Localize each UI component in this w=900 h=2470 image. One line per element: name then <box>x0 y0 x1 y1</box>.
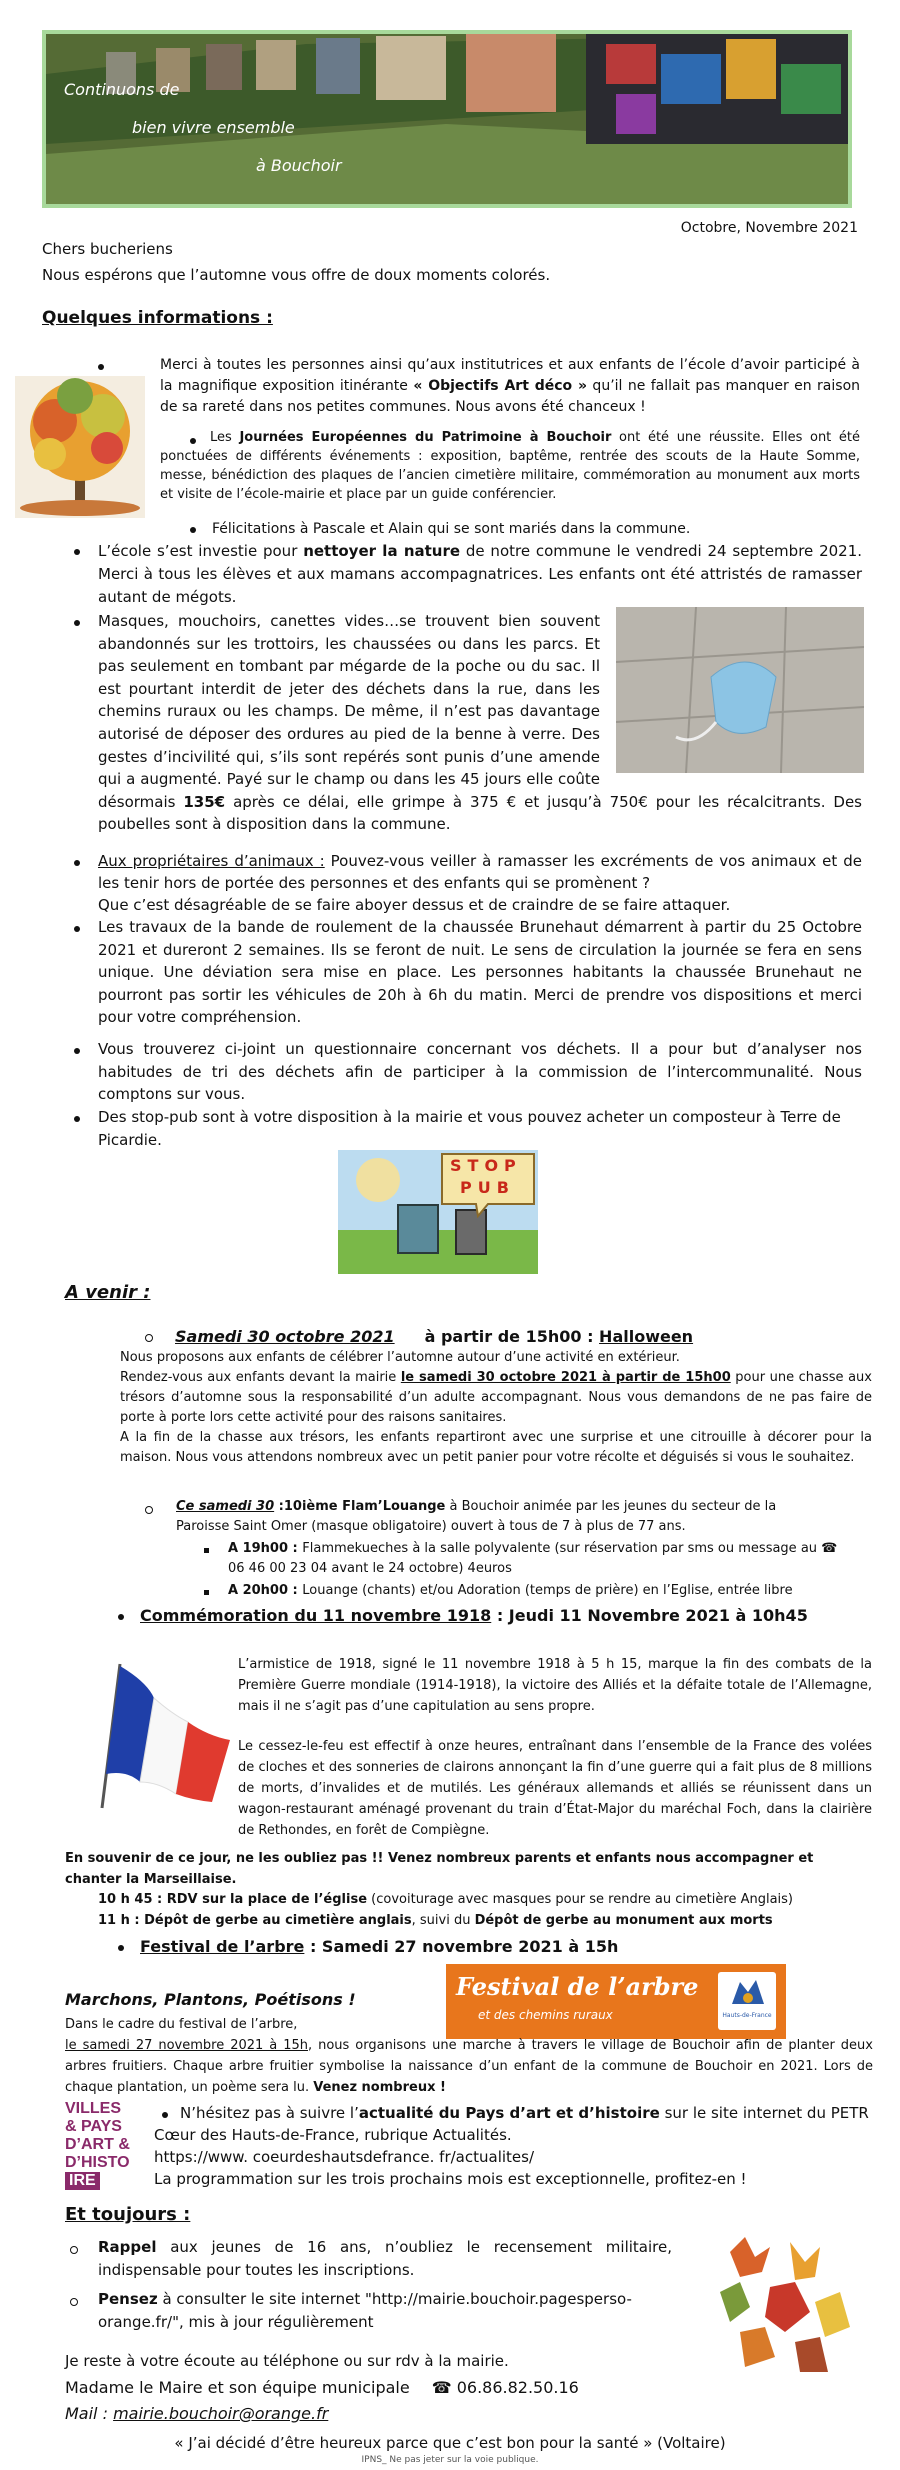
rappel-text: Rappel aux jeunes de 16 ans, n’oubliez le recensement militaire, indispensable pour toutes les inscriptions. <box>98 2238 672 2279</box>
banner-text-1: Continuons de <box>64 80 180 99</box>
info-stoppub: Des stop-pub sont à votre disposition à la mairie et vous pouvez acheter un composteur à Terre de Picardie. <box>98 1108 841 1149</box>
circle-bullet <box>70 2246 78 2254</box>
armistice-p2: Le cessez-le-feu est effectif à onze heures, entraînant dans l’ensemble de la France des volées de cloches et des sonneries de clairons annonçant la fin d’une guerre qui a fait plus de 8 millions de morts, d’invalides et de mutilés. Les généraux allemands et alliés se réunissent dans un wagon-restaurant aménagé provenant du train d’État-Major du maréchal Foch, dans la clairière de Rethondes, en forêt de Compiègne. <box>238 1739 872 1838</box>
rdv-1045: 10 h 45 : RDV sur la place de l’église (covoiturage avec masques pour se rendre au cimetière Anglais) <box>98 1892 793 1907</box>
section-heading-avenir: A venir : <box>65 1282 151 1303</box>
square-bullet <box>204 1548 209 1553</box>
bullet <box>74 926 80 932</box>
logo-line-4: D’HISTO <box>65 2154 130 2171</box>
festival-banner-subtitle: et des chemins ruraux <box>478 2008 613 2022</box>
stop-pub-illustration <box>338 1150 538 1274</box>
stop-pub-sign-1: STOP <box>450 1156 522 1175</box>
bullet <box>98 364 104 370</box>
flam-19h: A 19h00 : Flammekueches à la salle polyvalente (sur réservation par sms ou message au ☎ 06 46 00 23 04 avant le 24 octobre) 4euros <box>228 1541 838 1576</box>
logo-line-3: D’ART & <box>65 2136 130 2153</box>
circle-bullet <box>70 2298 78 2306</box>
autumn-tree-image <box>15 376 145 518</box>
festival-banner-title: Festival de l’arbre <box>456 1972 699 2001</box>
circle-bullet <box>145 1506 153 1514</box>
bullet <box>118 1945 124 1951</box>
footer-quote: « J’ai décidé d’être heureux parce que c’est bon pour la santé » (Voltaire) <box>174 2434 726 2452</box>
info-journees: Les Journées Européennes du Patrimoine à Bouchoir ont été une réussite. Elles ont été ponctuées de différents événements : exposition, baptême, rentrée des scouts de la Haute Somme, messe, bénédiction des plaques de l’ancien cimetière militaire, commémoration au monument aux morts et visite de l’école-mairie et place par un guide conférencier. <box>160 430 861 502</box>
logo-line-5: IRE <box>65 2172 100 2190</box>
bullet <box>74 860 80 866</box>
greeting-line2: Nous espérons que l’automne vous offre de doux moments colorés. <box>42 266 551 284</box>
festival-title: Festival de l’arbre : Samedi 27 novembre 2021 à 15h <box>140 1937 619 1956</box>
autumn-leaves-image <box>700 2232 860 2382</box>
info-merci: Merci à toutes les personnes ainsi qu’aux institutrices et aux enfants de l’école d’avoir participé à la magnifique exposition itinérante « Objectifs Art déco » qu’il ne fallait pas manquer en raison de sa rareté dans nos petites communes. Nous avons été chanceux ! <box>160 357 861 415</box>
mail-link[interactable]: mairie.bouchoir@orange.fr <box>113 2404 329 2423</box>
footer-signature: Madame le Maire et son équipe municipale ☎ 06.86.82.50.16 <box>65 2378 579 2397</box>
info-travaux: Les travaux de la bande de roulement de la chaussée Brunehaut démarrent à partir du 25 Octobre 2021 et dureront 2 semaines. Ils se feront de nuit. Le sens de circulation la journée se fera en sens unique. Une déviation sera mise en place. Les personnes habitants la chaussée Brunehaut ne pourront pas sortir les véhicules de 20h à 6h du matin. Merci de prendre vos dispositions et merci pour votre compréhension. <box>98 918 862 1027</box>
stop-pub-sign-2: PUB <box>460 1178 515 1197</box>
info-felicitations: Félicitations à Pascale et Alain qui se sont mariés dans la commune. <box>212 521 691 537</box>
banner-text-2: bien vivre ensemble <box>132 118 295 137</box>
flam-20h: A 20h00 : Louange (chants) et/ou Adoration (temps de prière) en l’Eglise, entrée libre <box>228 1583 793 1598</box>
footer-ecoute: Je reste à votre écoute au téléphone ou sur rdv à la mairie. <box>65 2352 509 2370</box>
footer-mail: Mail : mairie.bouchoir@orange.fr <box>65 2404 329 2423</box>
marchons-title: Marchons, Plantons, Poétisons ! <box>65 1990 356 2009</box>
bullet <box>118 1614 124 1620</box>
header-banner <box>42 30 852 208</box>
info-animaux: Aux propriétaires d’animaux : Pouvez-vous veiller à ramasser les excréments de vos animaux et de les tenir hors de portée des personnes et des enfants qui se promènent ? Que c’est désagréable de se faire aboyer dessus et de craindre de se faire attaquer. <box>98 852 862 914</box>
issue-date: Octobre, Novembre 2021 <box>680 220 858 236</box>
armistice-p1: L’armistice de 1918, signé le 11 novembre 1918 à 5 h 15, marque la fin des combats de la Première Guerre mondiale (1914-1918), la victoire des Alliés et la défaite totale de l’Allemagne, mais il ne s’agit pas d’une capitulation au sens propre. <box>238 1657 872 1714</box>
halloween-body: Nous proposons aux enfants de célébrer l’automne autour d’une activité en extérieur. Rendez-vous aux enfants devant la mairie le samedi 30 octobre 2021 à partir de 15h00 pour une chasse aux trésors d’automne sous la responsabilité d’un adulte accompagnant. Nous vous demandons de ne pas faire de porte à porte lors cette activité pour des raisons sanitaires. A la fin de la chasse aux trésors, les enfants repartiront avec une surprise et une citrouille à décorer pour la maison. Nous vous attendons nombreux avec un petit panier pour votre récolte et déguisés si vous le souhaitez. <box>120 1350 872 1465</box>
depot-11h: 11 h : Dépôt de gerbe au cimetière anglais, suivi du Dépôt de gerbe au monument aux morts <box>98 1913 773 1928</box>
info-masques: Masques, mouchoirs, canettes vides…se trouvent bien souvent abandonnés sur les trottoirs, les chaussées ou dans les parcs. Et pas seulement en tombant par mégarde de la poche ou du sac. Il est pourtant interdit de jeter des déchets dans la rue, dans les chemins ruraux ou les champs. De même, il n’est pas davantage autorisé de déposer des ordures au pied de la benne à verre. Des gestes d’incivilité qui, s’ils sont repérés sont punis d’une amende qui a augmenté. Payé sur le champ ou dans les 45 jours elle coûte désormais 135€ après ce délai, elle grimpe à 375 € et jusqu’à 750€ pour les récalcitrants. Des poubelles sont à disposition dans la commune. <box>98 612 862 834</box>
section-heading-toujours: Et toujours : <box>65 2204 191 2225</box>
bullet <box>74 1116 80 1122</box>
square-bullet <box>204 1590 209 1595</box>
villes-pays-art-histoire-logo <box>65 2100 139 2196</box>
bullet <box>74 620 80 626</box>
info-questionnaire: Vous trouverez ci-joint un questionnaire concernant vos déchets. Il a pour but d’analyser nos habitudes de tri des déchets afin de participer à la commission de l’intercommunalité. Nous comptons sur vous. <box>98 1040 862 1104</box>
bullet <box>74 549 80 555</box>
hdf-logo-text: Hauts-de-France <box>722 2012 772 2019</box>
flam-louange: Ce samedi 30 :10ième Flam’Louange à Bouchoir animée par les jeunes du secteur de la Paroisse Saint Omer (masque obligatoire) ouvert à tous de 7 à plus de 77 ans. <box>176 1499 777 1534</box>
info-ecole: L’école s’est investie pour nettoyer la nature de notre commune le vendredi 24 septembre 2021. Merci à tous les élèves et aux mamans accompagnatrices. Les enfants ont été attristés de ramasser autant de mégots. <box>98 542 863 606</box>
circle-bullet <box>145 1334 153 1342</box>
bullet <box>190 527 196 533</box>
pays-art-text: N’hésitez pas à suivre l’actualité du Pays d’art et d’histoire sur le site internet du PETR Cœur des Hauts-de-France, rubrique Actualités. https://www. coeurdeshautsdefrance. fr/actualites/ La programmation sur les trois prochains mois est exceptionnelle, profitez-en ! <box>154 2104 869 2188</box>
commemoration-title: Commémoration du 11 novembre 1918 : Jeudi 11 Novembre 2021 à 10h45 <box>140 1606 808 1625</box>
french-flag-image <box>92 1662 232 1810</box>
souvenir-text: En souvenir de ce jour, ne les oubliez pas !! Venez nombreux parents et enfants nous accompagner et chanter la Marseillaise. <box>65 1851 814 1887</box>
banner-text-3: à Bouchoir <box>256 156 342 175</box>
festival-body: Dans le cadre du festival de l’arbre, le samedi 27 novembre 2021 à 15h, nous organisons une marche à travers le village de Bouchoir afin de planter deux arbres fruitiers. Chaque arbre fruitier symbolise la naissance d’un enfant de la commune de Bouchoir en 2021. Lors de chaque plantation, un poème sera lu. Venez nombreux ! <box>65 2017 873 2095</box>
footer-ipns: IPNS_ Ne pas jeter sur la voie publique. <box>361 2455 539 2465</box>
pensez-text: Pensez à consulter le site internet "http://mairie.bouchoir.pagesperso-orange.fr/", mis à jour régulièrement <box>98 2290 632 2331</box>
greeting-line1: Chers bucheriens <box>42 240 173 258</box>
logo-line-2: & PAYS <box>65 2118 122 2135</box>
bullet <box>74 1048 80 1054</box>
section-heading-infos: Quelques informations : <box>42 308 273 328</box>
halloween-title: Samedi 30 octobre 2021 à partir de 15h00 : Halloween <box>175 1327 694 1346</box>
logo-line-1: VILLES <box>65 2100 122 2117</box>
